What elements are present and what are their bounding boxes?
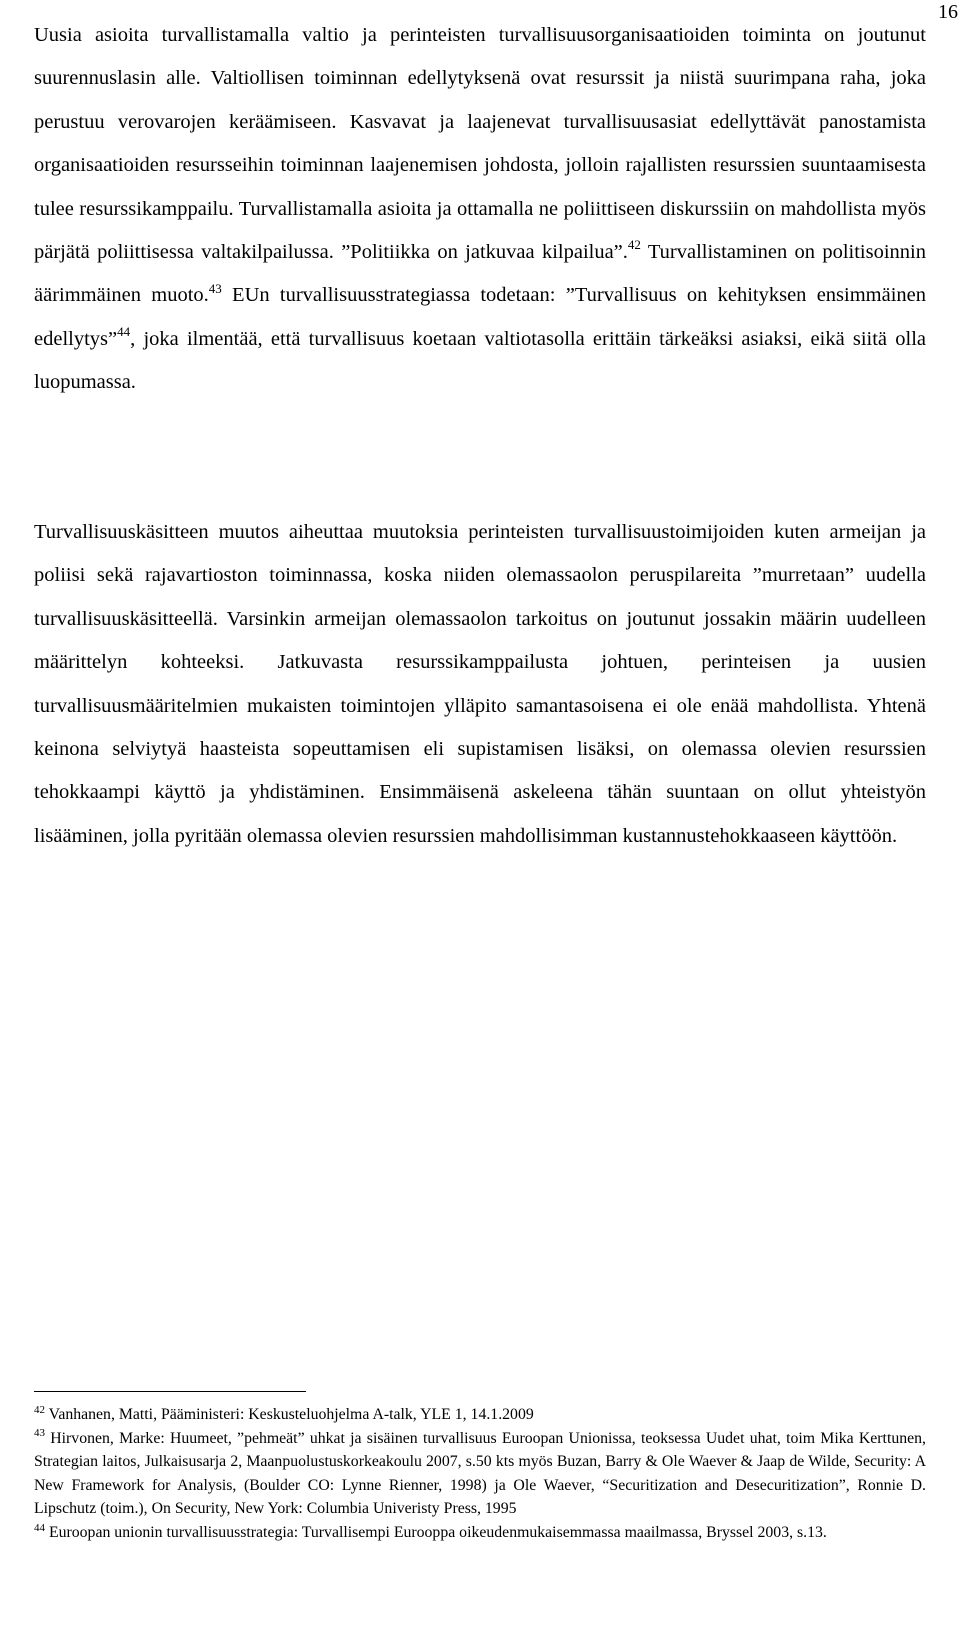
paragraph-text: Turvallisuuskäsitteen muutos aiheuttaa muutoksia perinteisten turvallisuustoimijoiden kuten armeijan ja poliisi sekä rajavartioston toiminnassa, koska niiden olemassaolon peruspilareita ”murretaan” uudella turvallisuuskäsitteellä. Varsinkin armeijan olemassaolon tarkoitus on joutunut jossakin määrin uudelleen määrittelyn kohteeksi. Jatkuvasta resurssikamppailusta johtuen, perinteisen ja uusien turvallisuusmääritelmien mukaisten toimintojen ylläpito samantasoisena ei ole enää mahdollista. Yhtenä keinona selviytyä haasteista sopeuttamisen eli supistamisen lisäksi, on olemassa olevien resurssien tehokkaampi käyttö ja yhdistäminen. Ensimmäisenä askeleena tähän suuntaan on ollut yhteistyön lisääminen, jolla pyritään olemassa olevien resurssien mahdollisimman kustannustehokkaaseen käyttöön. [34, 521, 926, 847]
footnote-44 [34, 1521, 926, 1545]
body-paragraph-2 [34, 511, 926, 858]
footnote-ref-42[interactable]: 42 [627, 237, 641, 253]
paragraph-text: , joka ilmentää, että turvallisuus koetaan valtiotasolla erittäin tärkeäksi asiaksi, eikä siitä olla luopumassa. [34, 327, 926, 394]
footnote-42 [34, 1403, 926, 1427]
paragraph-text: Uusia asioita turvallistamalla valtio ja perinteisten turvallisuusorganisaatioiden toiminta on joutunut suurennuslasin alle. Valtiollisen toiminnan edellytyksenä ovat resurssit ja niistä suurimpana raha, joka perustuu verovarojen keräämiseen. Kasvavat ja laajenevat turvallisuusasiat edellyttävät panostamista organisaatioiden resursseihin toiminnan laajenemisen johdosta, jolloin rajallisten resurssien suuntaamisesta tulee resurssikamppailu. Turvallistamalla asioita ja ottamalla ne poliittiseen diskurssiin on mahdollista myös pärjätä poliittisessa valtakilpailussa. ”Politiikka on jatkuvaa kilpailua”. [34, 24, 926, 264]
footnotes-section [34, 1403, 926, 1545]
footnote-separator [34, 1391, 306, 1392]
paragraph-text: Turvallistaminen on politisoinnin äärimmäinen muoto. [34, 241, 926, 307]
footnote-text: Vanhanen, Matti, Pääministeri: Keskusteluohjelma A-talk, YLE 1, 14.1.2009 [45, 1406, 534, 1423]
footnote-number: 44 [34, 1521, 45, 1534]
paragraph-text: EUn turvallisuusstrategiassa todetaan: ”Turvallisuus on kehityksen ensimmäinen edellytys” [34, 284, 926, 350]
page-number: 16 [938, 1, 958, 23]
footnote-ref-44[interactable]: 44 [117, 324, 131, 340]
footnote-43 [34, 1427, 926, 1521]
footnote-number: 42 [34, 1403, 45, 1416]
footnote-text: Euroopan unionin turvallisuusstrategia: Turvallisempi Eurooppa oikeudenmukaisemmassa maailmassa, Bryssel 2003, s.13. [45, 1523, 827, 1541]
body-paragraph-1 [34, 14, 926, 405]
footnote-ref-43[interactable]: 43 [208, 280, 222, 296]
footnote-number: 43 [34, 1427, 45, 1440]
footnote-text: Hirvonen, Marke: Huumeet, ”pehmeät” uhkat ja sisäinen turvallisuus Euroopan Unionissa, teoksessa Uudet uhat, toim Mika Kerttunen, Strategian laitos, Julkaisusarja 2, Maanpuolustuskorkeakoulu 2007, s.50 kts myös Buzan, Barry & Ole Waever & Jaap de Wilde, Security: A New Framework for Analysis, (Boulder CO: Lynne Rienner, 1998) ja Ole Waever, “Securitization and Desecuritization”, Ronnie D. Lipschutz (toim.), On Security, New York: Columbia Univeristy Press, 1995 [34, 1429, 926, 1518]
